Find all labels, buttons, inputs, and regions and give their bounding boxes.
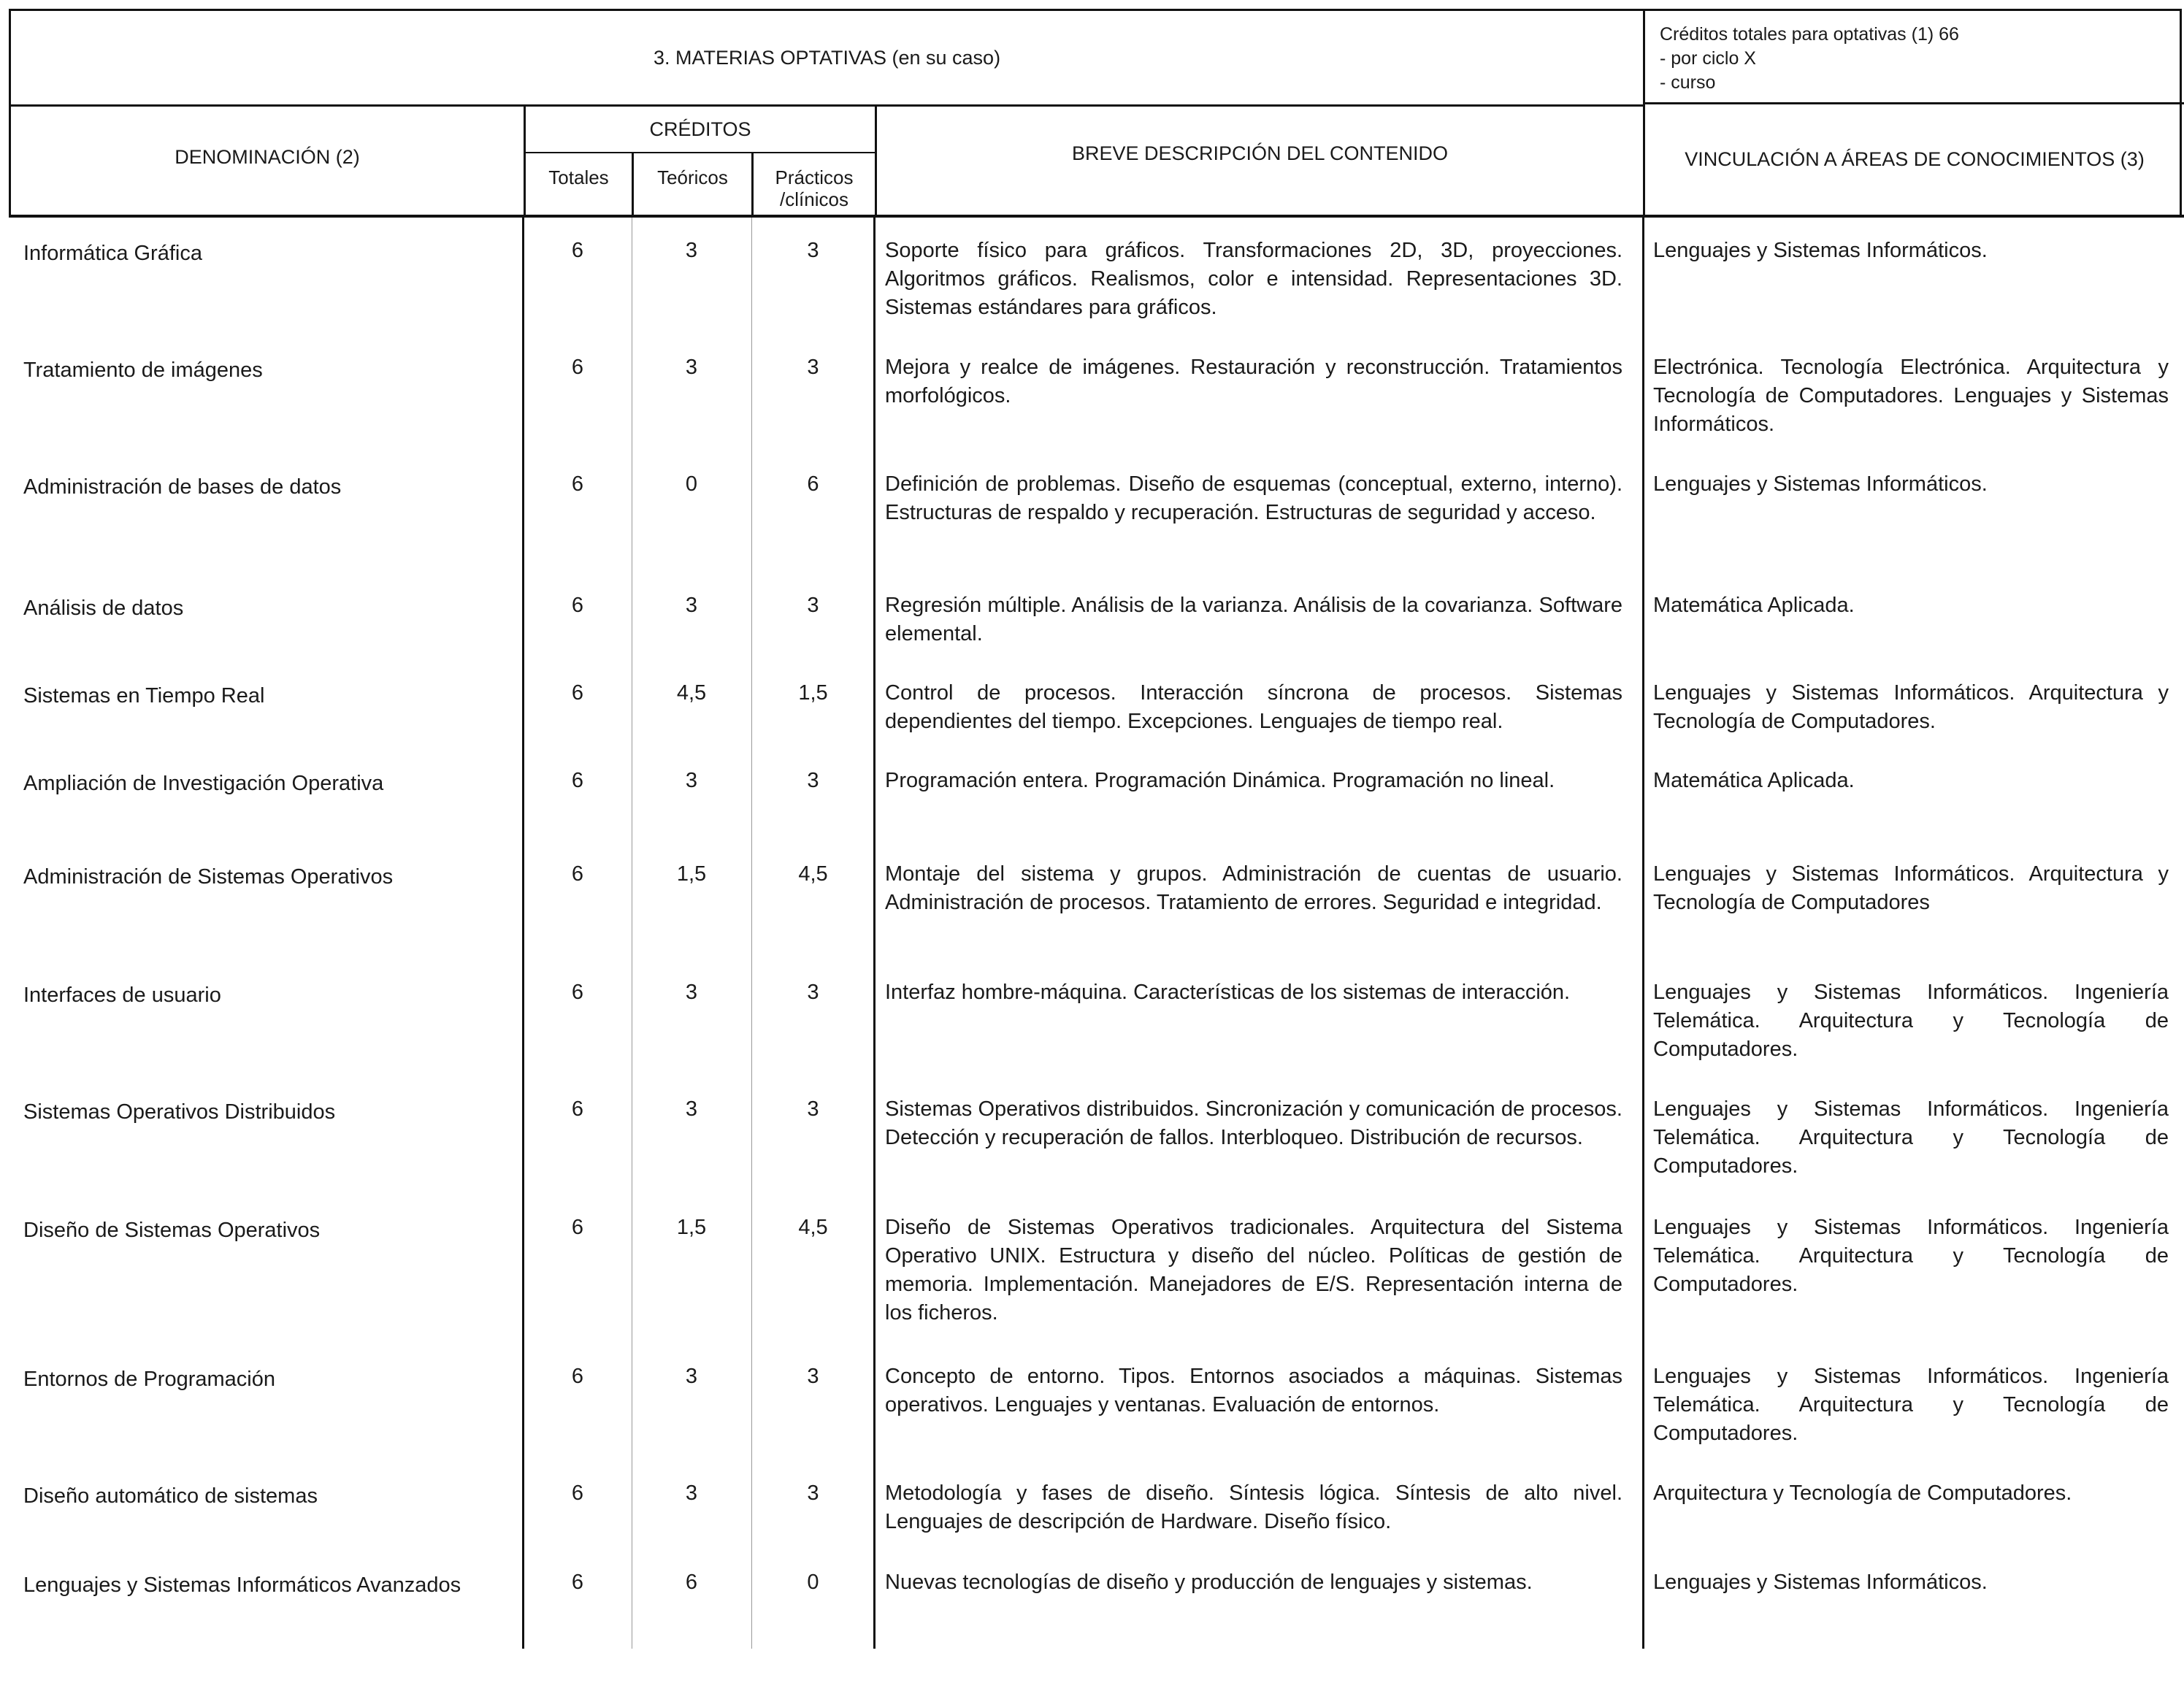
subject-description: Interfaz hombre-máquina. Características de los sistemas de interacción. (885, 981, 1571, 1004)
credits-practicos: 4,5 (798, 1216, 828, 1239)
subject-description: Montaje del sistema y grupos. Administración de cuentas de usuario. Administración de procesos. Tratamiento de errores. Seguridad e integridad. (885, 862, 1622, 914)
credits-practicos: 3 (807, 1365, 819, 1388)
table-row (9, 959, 2182, 1076)
credits-totales: 6 (571, 769, 584, 792)
credits-teoricos: 3 (685, 1481, 698, 1505)
knowledge-areas: Matemática Aplicada. (1653, 769, 1855, 792)
subject-description: Nuevas tecnologías de diseño y producción de lenguajes y sistemas. (885, 1571, 1533, 1594)
subject-description: Metodología y fases de diseño. Síntesis lógica. Síntesis de alto nivel. Lenguajes de descripción de Hardware. Diseño físico. (885, 1481, 1622, 1533)
optativas-table (9, 9, 2182, 1641)
header-creditos: CRÉDITOS (526, 107, 877, 153)
credits-totales: 6 (571, 981, 584, 1004)
credits-teoricos: 3 (685, 1097, 698, 1121)
table-row (9, 218, 2182, 334)
credits-teoricos: 1,5 (676, 1216, 707, 1239)
credits-totales: 6 (571, 472, 584, 496)
subject-name: Lenguajes y Sistemas Informáticos Avanzados (23, 1573, 461, 1597)
credits-teoricos: 3 (685, 1365, 698, 1388)
credits-practicos: 0 (807, 1571, 819, 1594)
subject-name: Tratamiento de imágenes (23, 359, 263, 382)
subject-name: Diseño automático de sistemas (23, 1484, 318, 1508)
header-teoricos: Teóricos (634, 153, 754, 218)
credits-totales: 6 (571, 356, 584, 379)
subject-description: Definición de problemas. Diseño de esquemas (conceptual, externo, interno). Estructuras de respaldo y recuperación. Estructuras de seguridad y acceso. (885, 472, 1622, 524)
credits-total-line: Créditos totales para optativas (1) 66 (1660, 24, 1959, 45)
credits-practicos: 3 (807, 356, 819, 379)
subject-description: Control de procesos. Interacción síncrona de procesos. Sistemas dependientes del tiempo. Excepciones. Lenguajes de tiempo real. (885, 681, 1622, 733)
subject-description: Diseño de Sistemas Operativos tradicionales. Arquitectura del Sistema Operativo UNIX. Estructura y diseño del núcleo. Políticas de gestión de memoria. Implementación. Manejadores de E/S. Representación interna de los ficheros. (885, 1216, 1622, 1324)
credits-teoricos: 0 (685, 472, 698, 496)
credits-per-cycle-line: - por ciclo X (1660, 48, 1756, 69)
subject-description: Concepto de entorno. Tipos. Entornos asociados a máquinas. Sistemas operativos. Lenguajes y ventanas. Evaluación de entornos. (885, 1365, 1622, 1416)
credits-practicos: 3 (807, 1097, 819, 1121)
credits-totales: 6 (571, 1365, 584, 1388)
credits-per-course-line: - curso (1660, 72, 1716, 93)
credits-teoricos: 6 (685, 1571, 698, 1594)
credits-totales: 6 (571, 1097, 584, 1121)
table-row (9, 660, 2182, 748)
subject-description: Soporte físico para gráficos. Transformaciones 2D, 3D, proyecciones. Algoritmos gráficos. Realismos, color e intensidad. Representaciones 3D. Sistemas estándares para gráficos. (885, 239, 1622, 319)
credits-teoricos: 3 (685, 769, 698, 792)
table-row (9, 572, 2182, 660)
knowledge-areas: Lenguajes y Sistemas Informáticos. Ingeniería Telemática. Arquitectura y Tecnología de Computadores. (1653, 981, 2169, 1061)
credits-teoricos: 1,5 (676, 862, 707, 886)
table-row (9, 748, 2182, 841)
knowledge-areas: Lenguajes y Sistemas Informáticos. Ingeniería Telemática. Arquitectura y Tecnología de Computadores. (1653, 1216, 2169, 1296)
credits-teoricos: 3 (685, 981, 698, 1004)
credits-practicos: 1,5 (798, 681, 828, 705)
table-row (9, 1076, 2182, 1195)
credits-totales: 6 (571, 239, 584, 262)
table-row (9, 1343, 2182, 1460)
knowledge-areas: Lenguajes y Sistemas Informáticos. (1653, 239, 1988, 262)
credits-total-box (1645, 11, 2184, 104)
table-row (9, 841, 2182, 959)
header-descripcion: BREVE DESCRIPCIÓN DEL CONTENIDO (877, 107, 1645, 218)
column-divider (522, 218, 524, 1649)
knowledge-areas: Lenguajes y Sistemas Informáticos. Ingeniería Telemática. Arquitectura y Tecnología de Computadores. (1653, 1097, 2169, 1178)
credits-practicos: 6 (807, 472, 819, 496)
knowledge-areas: Lenguajes y Sistemas Informáticos. Arquitectura y Tecnología de Computadores (1653, 862, 2169, 914)
subject-description: Regresión múltiple. Análisis de la varianza. Análisis de la covarianza. Software elemental. (885, 594, 1622, 645)
table-row (9, 1460, 2182, 1549)
credits-totales: 6 (571, 594, 584, 617)
subject-description: Mejora y realce de imágenes. Restauración y reconstrucción. Tratamientos morfológicos. (885, 356, 1622, 407)
column-divider (873, 218, 875, 1649)
credits-totales: 6 (571, 1216, 584, 1239)
subject-name: Informática Gráfica (23, 242, 202, 265)
subject-name: Sistemas en Tiempo Real (23, 684, 265, 708)
credits-practicos: 3 (807, 981, 819, 1004)
credits-totales: 6 (571, 862, 584, 886)
subject-description: Sistemas Operativos distribuidos. Sincronización y comunicación de procesos. Detección y recuperación de fallos. Interbloqueo. Distribución de recursos. (885, 1097, 1622, 1149)
subject-name: Sistemas Operativos Distribuidos (23, 1100, 336, 1124)
knowledge-areas: Lenguajes y Sistemas Informáticos. (1653, 472, 1988, 496)
table-row (9, 334, 2182, 451)
credits-practicos: 3 (807, 594, 819, 617)
subject-name: Administración de Sistemas Operativos (23, 865, 394, 889)
credits-practicos: 4,5 (798, 862, 828, 886)
knowledge-areas: Lenguajes y Sistemas Informáticos. Arquitectura y Tecnología de Computadores. (1653, 681, 2169, 733)
header-totales: Totales (526, 153, 634, 218)
table-row (9, 451, 2182, 572)
subject-name: Ampliación de Investigación Operativa (23, 772, 384, 795)
table-body (9, 218, 2182, 1641)
credits-teoricos: 3 (685, 594, 698, 617)
credits-teoricos: 3 (685, 356, 698, 379)
table-title: 3. MATERIAS OPTATIVAS (en su caso) (11, 11, 1645, 107)
subject-name: Administración de bases de datos (23, 475, 342, 499)
knowledge-areas: Matemática Aplicada. (1653, 594, 1855, 617)
credits-totales: 6 (571, 1571, 584, 1594)
credits-totales: 6 (571, 1481, 584, 1505)
credits-practicos: 3 (807, 239, 819, 262)
header-vinculacion: VINCULACIÓN A ÁREAS DE CONOCIMIENTOS (3) (1645, 107, 2184, 218)
subject-name: Interfaces de usuario (23, 984, 221, 1007)
credits-teoricos: 4,5 (676, 681, 707, 705)
subject-description: Programación entera. Programación Dinámica. Programación no lineal. (885, 769, 1555, 792)
subject-name: Análisis de datos (23, 597, 184, 620)
knowledge-areas: Arquitectura y Tecnología de Computadores. (1653, 1481, 2072, 1505)
knowledge-areas: Lenguajes y Sistemas Informáticos. Ingeniería Telemática. Arquitectura y Tecnología de Computadores. (1653, 1365, 2169, 1445)
knowledge-areas: Electrónica. Tecnología Electrónica. Arquitectura y Tecnología de Computadores. Lenguajes y Sistemas Informáticos. (1653, 356, 2169, 436)
credits-totales: 6 (571, 681, 584, 705)
header-denominacion: DENOMINACIÓN (2) (11, 107, 526, 218)
credits-practicos: 3 (807, 769, 819, 792)
subject-name: Entornos de Programación (23, 1368, 275, 1391)
header-practicos: Prácticos /clínicos (754, 153, 877, 218)
knowledge-areas: Lenguajes y Sistemas Informáticos. (1653, 1571, 1988, 1594)
column-divider (1642, 218, 1644, 1649)
table-header (9, 9, 2182, 218)
table-row (9, 1195, 2182, 1343)
table-row (9, 1549, 2182, 1641)
subject-name: Diseño de Sistemas Operativos (23, 1219, 321, 1242)
credits-teoricos: 3 (685, 239, 698, 262)
column-divider (751, 218, 752, 1649)
credits-practicos: 3 (807, 1481, 819, 1505)
